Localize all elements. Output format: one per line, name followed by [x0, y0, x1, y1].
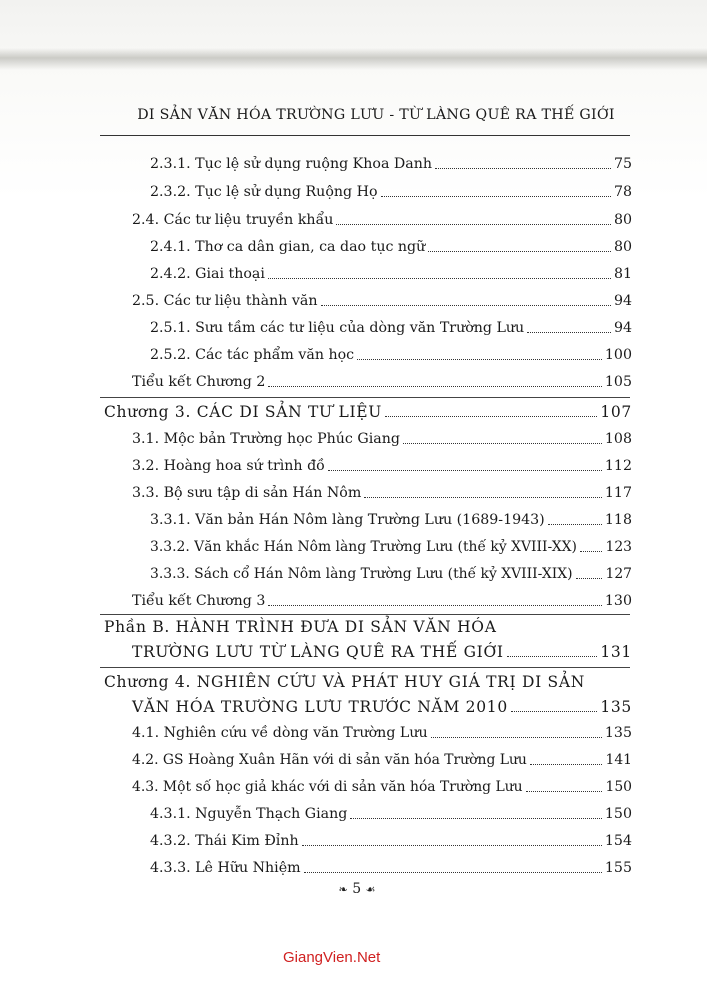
- toc-entry: [150, 859, 632, 877]
- toc-entry: [150, 238, 632, 256]
- section-rule: [100, 397, 630, 398]
- toc-entry-title: 4.3.1. Nguyễn Thạch Giang: [150, 806, 348, 822]
- ornament-left-icon: ❧: [338, 883, 348, 896]
- toc-entry: [150, 565, 632, 583]
- toc-entry-title: Tiểu kết Chương 2: [132, 374, 266, 390]
- toc-entry-title: 2.4.1. Thơ ca dân gian, ca dao tục ngữ: [150, 239, 426, 255]
- toc-entry-title: 2.5. Các tư liệu thành văn: [132, 293, 318, 309]
- toc-entry-title: Tiểu kết Chương 3: [132, 593, 266, 609]
- toc-leader: [511, 711, 597, 712]
- toc-entry-page: 135: [600, 698, 632, 716]
- toc-entry: [132, 430, 632, 448]
- toc-entry-page: 150: [605, 779, 632, 795]
- section-rule: [100, 614, 630, 615]
- toc-entry-page: 130: [604, 593, 632, 609]
- toc-entry: [150, 832, 632, 850]
- toc-entry-title: TRƯỜNG LƯU TỪ LÀNG QUÊ RA THẾ GIỚI: [132, 643, 504, 661]
- toc-entry-title: 3.2. Hoàng hoa sứ trình đồ: [132, 458, 325, 474]
- toc-entry-title: 4.3.3. Lê Hữu Nhiệm: [150, 860, 301, 876]
- toc-entry-title: 4.2. GS Hoàng Xuân Hãn với di sản văn hóa Trường Lưu: [132, 752, 527, 768]
- toc-entry-page: 94: [613, 293, 632, 309]
- toc-entry: [132, 457, 632, 475]
- ornament-right-icon: ☙: [365, 883, 376, 896]
- toc-leader: [302, 845, 602, 846]
- toc-entry-title: 3.3.3. Sách cổ Hán Nôm làng Trường Lưu (thế kỷ XVIII-XIX): [150, 566, 573, 582]
- page-top-shadow: [0, 48, 707, 70]
- toc-entry: [150, 805, 632, 823]
- toc-entry-part: [132, 643, 632, 661]
- toc-entry-page: 81: [613, 266, 632, 282]
- toc-entry-title: 2.4. Các tư liệu truyền khẩu: [132, 212, 334, 228]
- toc-entry-page: 100: [604, 347, 632, 363]
- toc-leader: [428, 251, 611, 252]
- toc-entry: [150, 183, 632, 201]
- toc-leader: [435, 168, 611, 169]
- toc-entry: [150, 346, 632, 364]
- header-rule: [100, 135, 630, 136]
- toc-leader: [304, 872, 602, 873]
- toc-leader: [336, 224, 611, 225]
- toc-entry: [132, 724, 632, 742]
- toc-entry: [150, 538, 632, 556]
- toc-entry-page: 150: [604, 806, 632, 822]
- toc-leader: [385, 416, 597, 417]
- toc-entry: [132, 751, 632, 769]
- toc-leader: [321, 305, 611, 306]
- toc-leader: [431, 737, 602, 738]
- toc-leader: [548, 524, 602, 525]
- toc-entry-title: 4.1. Nghiên cứu về dòng văn Trường Lưu: [132, 725, 428, 741]
- toc-chapter-title-line1: Chương 4. NGHIÊN CỨU VÀ PHÁT HUY GIÁ TRỊ DI SẢN: [104, 673, 585, 691]
- toc-entry: [150, 265, 632, 283]
- toc-entry: [150, 511, 632, 529]
- toc-entry-page: 155: [604, 860, 632, 876]
- toc-leader: [526, 791, 603, 792]
- toc-leader: [364, 497, 602, 498]
- toc-entry-page: 123: [605, 539, 632, 555]
- toc-entry: [132, 211, 632, 229]
- toc-entry-page: 117: [604, 485, 632, 501]
- toc-entry-chapter: [104, 403, 632, 421]
- toc-entry-title: 3.3.1. Văn bản Hán Nôm làng Trường Lưu (1689-1943): [150, 512, 545, 528]
- toc-entry-page: 75: [613, 156, 632, 172]
- toc-entry-page: 154: [604, 833, 632, 849]
- toc-entry-title: 3.1. Mộc bản Trường học Phúc Giang: [132, 431, 400, 447]
- toc-entry-title: 3.3. Bộ sưu tập di sản Hán Nôm: [132, 485, 362, 501]
- toc-entry-title: VĂN HÓA TRƯỜNG LƯU TRƯỚC NĂM 2010: [132, 698, 508, 716]
- toc-entry-title: 4.3. Một số học giả khác với di sản văn hóa Trường Lưu: [132, 779, 523, 795]
- toc-entry-title: 4.3.2. Thái Kim Đỉnh: [150, 833, 299, 849]
- toc-entry-page: 131: [600, 643, 632, 661]
- toc-entry: [150, 155, 632, 173]
- toc-leader: [580, 551, 603, 552]
- toc-entry-page: 105: [604, 374, 632, 390]
- toc-entry-title: Chương 3. CÁC DI SẢN TƯ LIỆU: [104, 403, 383, 421]
- toc-entry-page: 108: [604, 431, 632, 447]
- toc-entry-title: 2.5.1. Sưu tầm các tư liệu của dòng văn Trường Lưu: [150, 320, 525, 336]
- toc-leader: [403, 443, 602, 444]
- toc-entry-title: 2.4.2. Giai thoại: [150, 266, 265, 282]
- page-number: [322, 881, 392, 897]
- toc-entry-title: 2.3.2. Tục lệ sử dụng Ruộng Họ: [150, 184, 378, 200]
- toc-entry: [132, 373, 632, 391]
- toc-entry-page: 135: [604, 725, 632, 741]
- running-header: DI SẢN VĂN HÓA TRƯỜNG LƯU - TỪ LÀNG QUÊ RA THẾ GIỚI: [137, 107, 615, 123]
- toc-leader: [268, 278, 611, 279]
- toc-entry: [132, 484, 632, 502]
- toc-part-title-line1: Phần B. HÀNH TRÌNH ĐƯA DI SẢN VĂN HÓA: [104, 618, 497, 636]
- toc-entry: [150, 319, 632, 337]
- toc-entry-page: 141: [605, 752, 632, 768]
- watermark: GiangVien.Net: [283, 949, 381, 966]
- toc-entry-page: 112: [604, 458, 632, 474]
- toc-entry-page: 80: [613, 239, 632, 255]
- toc-leader: [350, 818, 602, 819]
- toc-entry-title: 3.3.2. Văn khắc Hán Nôm làng Trường Lưu (thế kỷ XVIII-XX): [150, 539, 577, 555]
- toc-leader: [527, 332, 611, 333]
- toc-entry: [132, 592, 632, 610]
- toc-entry-page: 118: [604, 512, 632, 528]
- toc-leader: [268, 605, 602, 606]
- toc-leader: [576, 578, 603, 579]
- toc-entry-page: 94: [613, 320, 632, 336]
- section-rule: [100, 667, 630, 668]
- toc-entry-title: 2.3.1. Tục lệ sử dụng ruộng Khoa Danh: [150, 156, 433, 172]
- toc-leader: [381, 196, 611, 197]
- toc-leader: [357, 359, 602, 360]
- page-number-value: 5: [352, 881, 362, 897]
- toc-entry-page: 78: [613, 184, 632, 200]
- toc-entry: [132, 292, 632, 310]
- toc-entry-title: 2.5.2. Các tác phẩm văn học: [150, 347, 355, 363]
- toc-leader: [328, 470, 602, 471]
- toc-leader: [268, 386, 602, 387]
- toc-entry-chapter: [132, 698, 632, 716]
- toc-entry: [132, 778, 632, 796]
- toc-leader: [530, 764, 603, 765]
- toc-entry-page: 107: [600, 403, 632, 421]
- toc-entry-page: 127: [605, 566, 632, 582]
- toc-entry-page: 80: [613, 212, 632, 228]
- toc-leader: [507, 656, 598, 657]
